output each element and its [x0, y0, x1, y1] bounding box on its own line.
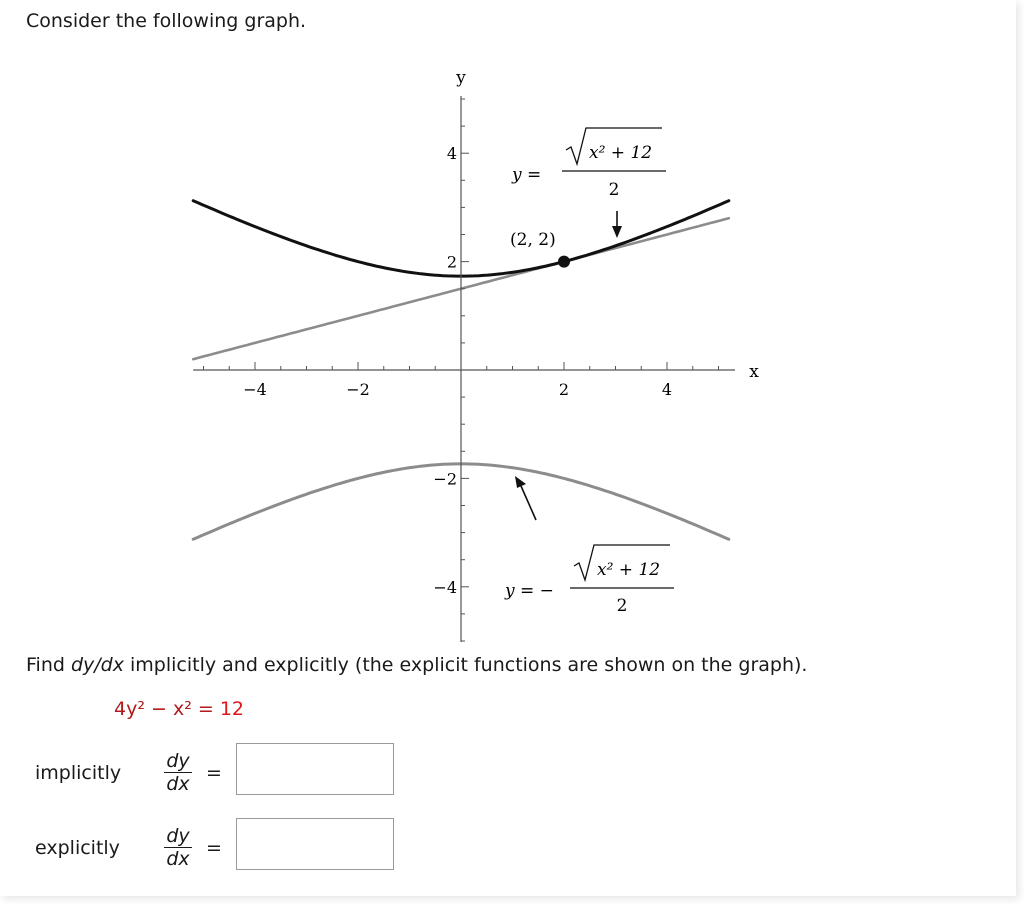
lower-curve-formula [504, 545, 674, 616]
implicit-derivative-fraction [160, 750, 196, 795]
implicit-answer-input[interactable] [236, 743, 394, 795]
upper-formula-denominator: 2 [608, 180, 620, 200]
y-tick-label: −2 [433, 469, 457, 489]
explicit-answer-input[interactable] [236, 818, 394, 870]
x-tick-label: −4 [243, 380, 267, 399]
axis-x-label: x [749, 362, 759, 382]
lower-formula-denominator: 2 [616, 596, 628, 616]
y-tick-label: 2 [446, 252, 457, 272]
explicit-equals: = [206, 837, 222, 859]
point-label: (2, 2) [510, 230, 556, 250]
explicit-denominator: dx [166, 848, 190, 870]
upper-formula-prefix: y = [512, 165, 542, 185]
explicit-numerator: dy [166, 825, 190, 847]
find-suffix: implicitly and explicitly (the explicit functions are shown on the graph). [123, 654, 808, 676]
implicit-numerator: dy [166, 750, 190, 772]
upper-curve-formula [511, 128, 666, 200]
find-prefix: Find [26, 654, 71, 676]
upper-formula-radicand: x² + 12 [589, 143, 653, 163]
upper-pointer-arrow [612, 211, 622, 238]
question-text: Consider the following graph. [26, 10, 307, 32]
y-tick-label: −4 [433, 577, 457, 597]
lower-formula-prefix: y = − [505, 581, 554, 601]
y-tick-label: 4 [446, 144, 457, 164]
lower-pointer-arrow [515, 476, 536, 520]
implicit-equals: = [206, 762, 222, 784]
x-tick-label: 4 [661, 380, 673, 399]
given-equation [114, 698, 244, 720]
implicit-label: implicitly [35, 762, 122, 784]
equation-rhs: 12 [219, 698, 244, 720]
explicit-label: explicitly [35, 837, 120, 859]
find-prompt [26, 654, 807, 676]
x-tick-label: −2 [346, 380, 370, 399]
tangent-point [558, 256, 570, 268]
x-tick-label: 2 [558, 380, 570, 399]
find-variable: dy/dx [70, 654, 124, 676]
explicit-derivative-fraction [160, 825, 196, 870]
implicit-denominator: dx [166, 773, 190, 795]
axis-y-label: y [456, 68, 466, 88]
lower-formula-radicand: x² + 12 [597, 560, 661, 580]
equation-lhs: 4y² − x² = [114, 698, 220, 720]
